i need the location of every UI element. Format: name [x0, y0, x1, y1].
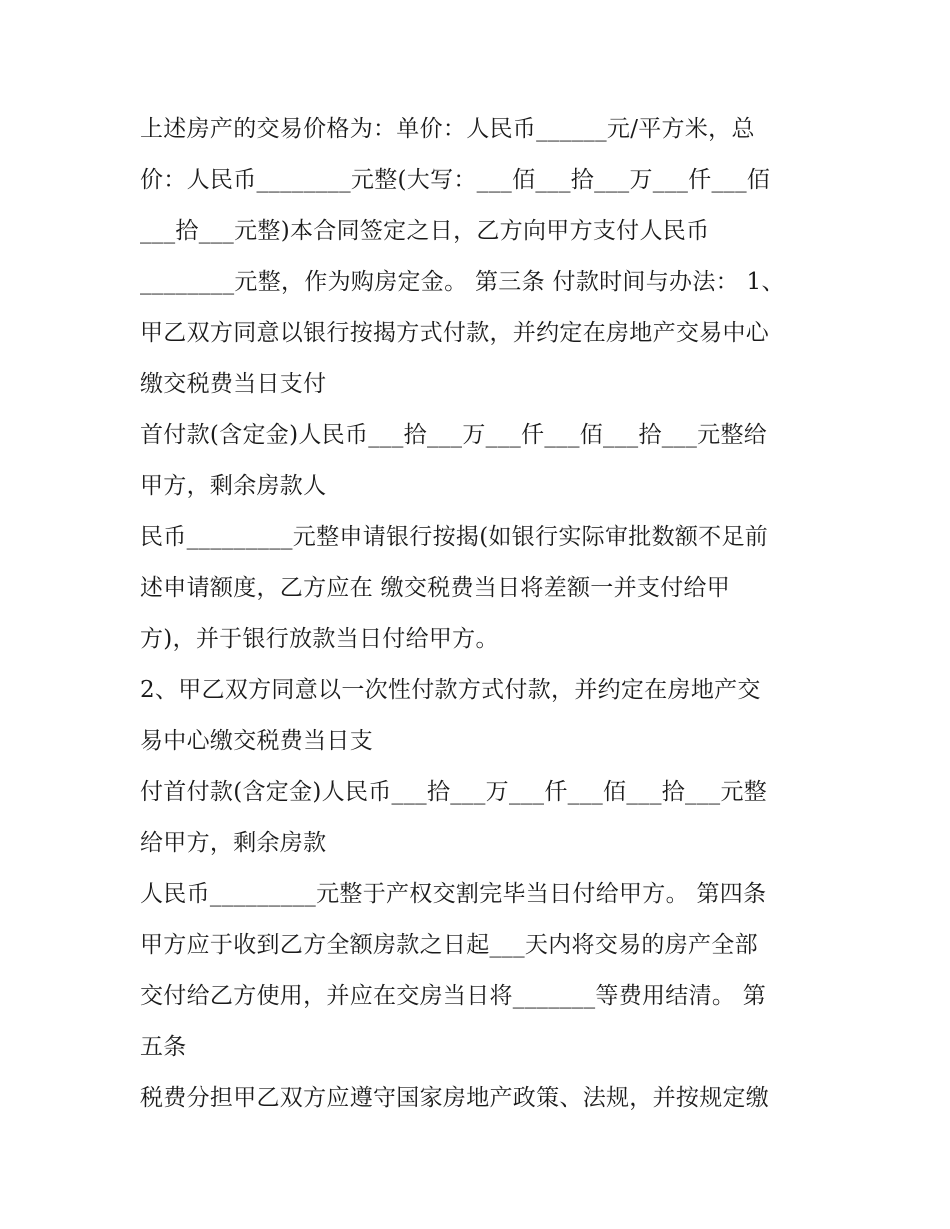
- text-line: 交付给乙方使用，并应在交房当日将_______等费用结清。 第: [140, 983, 767, 1009]
- text-line: 税费分担甲乙双方应遵守国家房地产政策、法规，并按规定缴: [140, 1085, 770, 1111]
- text-line: 民币_________元整申请银行按揭(如银行实际审批数额不足前: [140, 524, 769, 550]
- text-line: 缴交税费当日支付: [140, 371, 327, 397]
- text-line: 述申请额度，乙方应在 缴交税费当日将差额一并支付给甲: [140, 575, 731, 601]
- text-line: 五条: [140, 1034, 187, 1060]
- text-line: 甲方，剩余房款人: [140, 473, 327, 499]
- text-line: 易中心缴交税费当日支: [140, 728, 373, 754]
- text-line: ___拾___元整)本合同签定之日，乙方向甲方支付人民币: [140, 218, 710, 244]
- text-line: 方)，并于银行放款当日付给甲方。: [140, 626, 499, 652]
- text-line: 给甲方，剩余房款: [140, 830, 327, 856]
- text-line: 2、甲乙双方同意以一次性付款方式付款，并约定在房地产交: [140, 677, 761, 703]
- text-line: 付首付款(含定金)人民币___拾___万___仟___佰___拾___元整: [140, 779, 768, 805]
- text-line: 首付款(含定金)人民币___拾___万___仟___佰___拾___元整给: [140, 422, 768, 448]
- text-line: 甲乙双方同意以银行按揭方式付款，并约定在房地产交易中心: [140, 320, 770, 346]
- text-line: ________元整，作为购房定金。 第三条 付款时间与办法： 1、: [140, 269, 785, 295]
- text-line: 上述房产的交易价格为：单价：人民币______元/平方米，总: [140, 116, 755, 142]
- text-line: 甲方应于收到乙方全额房款之日起___天内将交易的房产全部: [140, 932, 758, 958]
- text-line: 人民币_________元整于产权交割完毕当日付给甲方。 第四条: [140, 881, 767, 907]
- contract-text-block: [140, 104, 830, 1124]
- text-line: 价：人民币________元整(大写：___佰___拾___万___仟___佰: [140, 167, 771, 193]
